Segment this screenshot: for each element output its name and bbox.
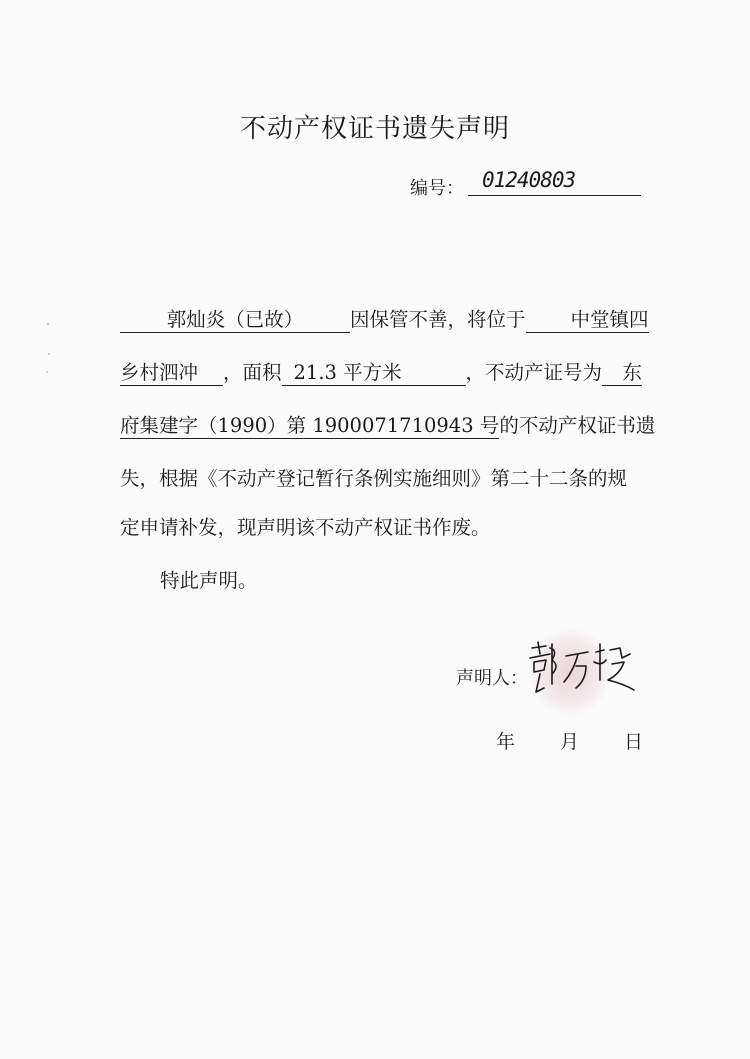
owner-name-field: 郭灿炎（已故）	[120, 308, 350, 333]
area-field: 21.3 平方米	[282, 361, 466, 386]
body-text: 的不动产权证书遗	[499, 414, 656, 437]
cert-number-field: 东	[602, 361, 642, 386]
date-year: 年	[496, 731, 516, 753]
scan-speck-marks	[44, 320, 54, 380]
serial-underline	[468, 195, 641, 196]
body-text: ，不动产证号为	[465, 361, 603, 384]
body-line-2	[120, 357, 642, 386]
body-line-5: 定申请补发，现声明该不动产权证书作废。	[120, 516, 491, 539]
body-text: ，面积	[223, 361, 282, 384]
body-line-4: 失，根据《不动产登记暂行条例实施细则》第二十二条的规	[120, 467, 628, 490]
location-field: 中堂镇四	[526, 308, 649, 333]
location-field-cont: 乡村泗冲	[120, 361, 223, 386]
date-month: 月	[560, 731, 580, 753]
body-line-3	[120, 410, 655, 439]
date-day: 日	[624, 731, 644, 753]
cert-number-field-cont: 府集建字（1990）第 1900071710943 号	[120, 414, 499, 439]
body-text: 因保管不善，将位于	[350, 308, 526, 331]
body-line-1	[120, 304, 649, 333]
document-title: 不动产权证书遗失声明	[239, 114, 510, 144]
closing-statement: 特此声明。	[160, 569, 258, 592]
serial-label: 编号：	[410, 178, 464, 199]
handwritten-signature	[524, 640, 636, 712]
serial-number: 01240803	[482, 168, 576, 192]
declarant-label: 声明人：	[456, 668, 528, 689]
